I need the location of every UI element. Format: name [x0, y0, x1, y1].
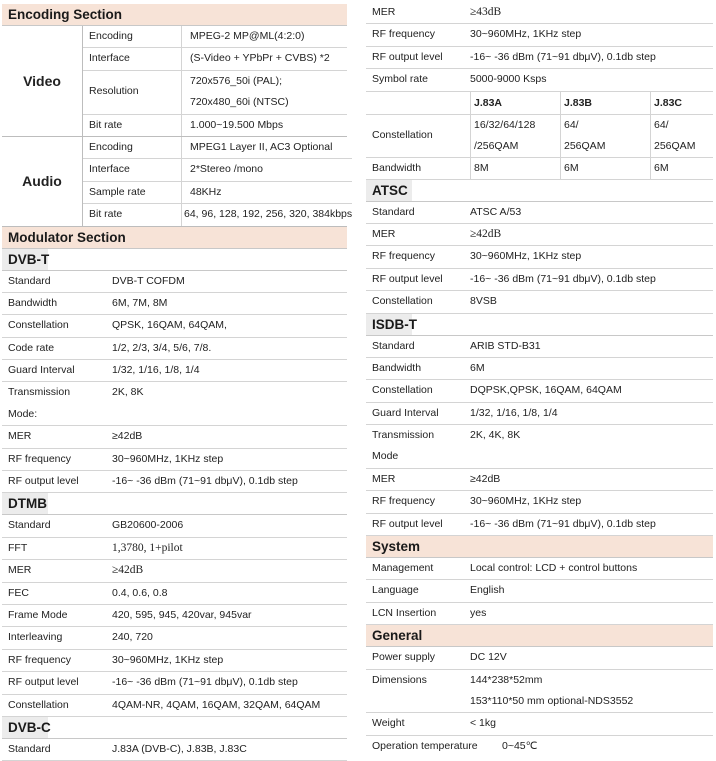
- spec-key: RF output level: [8, 676, 79, 689]
- spec-value: -16~ -36 dBm (71~91 dbμV), 0.1db step: [470, 50, 656, 63]
- spec-row: [366, 2, 713, 24]
- spec-row: [366, 425, 713, 469]
- spec-value: 5000-9000 Ksps: [470, 73, 547, 86]
- spec-value: ARIB STD-B31: [470, 339, 541, 352]
- spec-value: 2K, 4K, 8K: [470, 429, 521, 442]
- spec-key: RF frequency: [8, 452, 72, 465]
- spec-value: 1/32, 1/16, 1/8, 1/4: [112, 364, 200, 377]
- spec-value: 2*Stereo /mono: [190, 163, 263, 176]
- j83c-value: [651, 115, 716, 157]
- spec-key: Frame Mode: [8, 609, 68, 622]
- general-section-title: General: [366, 625, 713, 647]
- spec-key-line: Mode:: [8, 407, 38, 420]
- spec-key: Bandwidth: [8, 296, 58, 309]
- spec-key: Symbol rate: [372, 73, 429, 86]
- spec-key: RF output level: [8, 475, 79, 488]
- video-group: [2, 26, 347, 137]
- spec-key: Bandwidth: [366, 158, 471, 179]
- atsc-title: ATSC: [366, 180, 713, 202]
- spec-row: [366, 580, 713, 602]
- system-section-title: System: [366, 536, 713, 558]
- spec-key: RF output level: [372, 50, 443, 63]
- spec-key: Standard: [8, 519, 51, 532]
- spec-value: 30~960MHz, 1KHz step: [470, 28, 582, 41]
- spec-key: Bit rate: [83, 115, 182, 136]
- spec-value: 30~960MHz, 1KHz step: [112, 653, 224, 666]
- spec-row: [366, 380, 713, 402]
- spec-value: 1.000~19.500 Mbps: [190, 118, 284, 131]
- spec-value: 30~960MHz, 1KHz step: [470, 250, 582, 263]
- spec-value: 0.4, 0.6, 0.8: [112, 586, 168, 599]
- spec-key: RF frequency: [8, 653, 72, 666]
- spec-value: -16~ -36 dBm (71~91 dbμV), 0.1db step: [470, 272, 656, 285]
- video-interface-row: [83, 48, 347, 70]
- j83b-value: [561, 115, 651, 157]
- spec-key: Operation temperature: [372, 739, 478, 752]
- j83c-value: 6M: [654, 161, 669, 174]
- spec-key: Code rate: [8, 341, 55, 354]
- audio-group: [2, 137, 353, 227]
- spec-key: Guard Interval: [372, 406, 439, 419]
- spec-row: [2, 426, 347, 448]
- spec-value: Local control: LCD + control buttons: [470, 562, 638, 575]
- spec-value: (S-Video + YPbPr + CVBS) *2: [190, 52, 330, 65]
- spec-key: Standard: [372, 205, 415, 218]
- spec-row: [2, 583, 347, 605]
- spec-value: 1,3780, 1+pilot: [112, 541, 183, 554]
- spec-value-line: 256QAM: [654, 139, 696, 152]
- spec-key: Interleaving: [8, 631, 63, 644]
- spec-key: Constellation: [8, 319, 69, 332]
- dvbc-title: DVB-C: [2, 717, 347, 739]
- spec-row: [2, 515, 347, 537]
- spec-key: Bit rate: [83, 204, 182, 225]
- spec-row: [2, 382, 347, 426]
- spec-value: DVB-T COFDM: [112, 274, 185, 287]
- spec-value-line: 64/: [654, 118, 669, 131]
- spec-key: Language: [372, 584, 419, 597]
- spec-row: [366, 47, 713, 69]
- spec-value-line: /256QAM: [474, 139, 519, 152]
- video-label: Video: [2, 26, 83, 136]
- spec-key: Sample rate: [83, 182, 182, 203]
- dtmb-title: DTMB: [2, 493, 347, 515]
- spec-row: [366, 358, 713, 380]
- spec-value: 4QAM-NR, 4QAM, 16QAM, 32QAM, 64QAM: [112, 698, 321, 711]
- spec-value-line: 256QAM: [564, 139, 606, 152]
- spec-row: [2, 293, 347, 315]
- audio-samplerate-row: [83, 182, 352, 204]
- right-column: [366, 2, 713, 757]
- spec-key: LCN Insertion: [372, 606, 437, 619]
- spec-key: Constellation: [366, 115, 471, 157]
- spec-row: [366, 491, 713, 513]
- spec-key: Bandwidth: [372, 361, 422, 374]
- j83c-header: J.83C: [654, 96, 683, 109]
- spec-row: [2, 627, 347, 649]
- spec-key: Interface: [83, 48, 182, 69]
- spec-row: [2, 360, 347, 382]
- spec-value: 8VSB: [470, 295, 497, 308]
- spec-row: [366, 202, 713, 224]
- spec-row: [366, 269, 713, 291]
- spec-value: 30~960MHz, 1KHz step: [470, 495, 582, 508]
- spec-key: MER: [8, 430, 32, 443]
- spec-value: ≥42dB: [112, 430, 143, 443]
- spec-value: 48KHz: [190, 185, 222, 198]
- spec-value: 30~960MHz, 1KHz step: [112, 452, 224, 465]
- spec-row: [366, 336, 713, 358]
- spec-row: [366, 403, 713, 425]
- j83-bandwidth-row: [366, 158, 713, 179]
- spec-row: [366, 246, 713, 268]
- spec-value: -16~ -36 dBm (71~91 dbμV), 0.1db step: [470, 517, 656, 530]
- spec-row: [2, 672, 347, 694]
- spec-key: MER: [8, 564, 32, 577]
- encoding-section-title: Encoding Section: [2, 4, 347, 26]
- j83b-header: J.83B: [561, 92, 651, 114]
- spec-value-line: 144*238*52mm: [470, 673, 543, 686]
- spec-row: [366, 224, 713, 246]
- spec-value: 2K, 8K: [112, 386, 144, 399]
- spec-value: 64, 96, 128, 192, 256, 320, 384kbps: [184, 208, 353, 221]
- spec-value: 0~45℃: [502, 739, 538, 752]
- spec-key: Standard: [8, 274, 51, 287]
- spec-key: MER: [372, 472, 396, 485]
- spec-key: Dimensions: [372, 673, 427, 686]
- spec-key: Power supply: [372, 651, 436, 664]
- spec-row: [366, 713, 713, 735]
- video-encoding-row: [83, 26, 347, 48]
- modulator-section-title: Modulator Section: [2, 227, 347, 249]
- spec-value: QPSK, 16QAM, 64QAM,: [112, 319, 227, 332]
- j83-table-header: [366, 92, 713, 115]
- spec-value-line: 16/32/64/128: [474, 118, 536, 131]
- spec-row: [2, 471, 347, 493]
- j83a-value: [471, 115, 561, 157]
- spec-key: Constellation: [8, 698, 69, 711]
- spec-value: 6M: [470, 361, 485, 374]
- spec-value: MPEG1 Layer II, AC3 Optional: [190, 140, 333, 153]
- spec-value: 1/2, 2/3, 3/4, 5/6, 7/8.: [112, 341, 212, 354]
- spec-key: [366, 425, 470, 468]
- spec-row: [366, 514, 713, 536]
- spec-key: RF output level: [372, 517, 443, 530]
- j83a-header: J.83A: [471, 92, 561, 114]
- spec-row: [366, 647, 713, 669]
- spec-value: [470, 670, 713, 713]
- spec-value: 420, 595, 945, 420var, 945var: [112, 609, 252, 622]
- spec-row: [366, 603, 713, 625]
- j83a-value: 8M: [471, 158, 561, 179]
- j83-table: [366, 92, 713, 180]
- spec-row: [2, 605, 347, 627]
- spec-value: 6M, 7M, 8M: [112, 296, 168, 309]
- spec-value: -16~ -36 dBm (71~91 dbμV), 0.1db step: [112, 475, 298, 488]
- spec-key: Encoding: [83, 26, 182, 47]
- spec-value: ≥43dB: [470, 6, 502, 18]
- isdbt-title: ISDB-T: [366, 314, 713, 336]
- spec-row: [2, 315, 347, 337]
- spec-row: [366, 670, 713, 714]
- spec-key: Constellation: [372, 295, 433, 308]
- spec-key: Resolution: [83, 71, 182, 114]
- spec-value-line: 720x576_50i (PAL);: [190, 74, 283, 87]
- j83b-value: 6M: [561, 158, 651, 179]
- spec-row: [366, 291, 713, 313]
- spec-key: MER: [372, 227, 396, 240]
- spec-value: J.83A (DVB-C), J.83B, J.83C: [112, 742, 247, 755]
- spec-key: Encoding: [83, 137, 182, 158]
- audio-encoding-row: [83, 137, 352, 159]
- spec-row: [2, 338, 347, 360]
- spec-key: Constellation: [372, 384, 433, 397]
- spec-value-line: 720x480_60i (NTSC): [190, 96, 289, 109]
- spec-key: FFT: [8, 541, 28, 554]
- spec-row: [366, 736, 713, 757]
- dvbt-title: DVB-T: [2, 249, 347, 271]
- spec-value: yes: [470, 606, 487, 619]
- spec-value: 1/32, 1/16, 1/8, 1/4: [470, 406, 558, 419]
- spec-key: Management: [372, 562, 434, 575]
- spec-value: English: [470, 584, 505, 597]
- spec-row: [2, 538, 347, 560]
- spec-row: [2, 271, 347, 293]
- spec-row: [2, 449, 347, 471]
- video-bitrate-row: [83, 115, 347, 136]
- audio-interface-row: [83, 159, 352, 181]
- video-resolution-row: [83, 71, 347, 115]
- spec-value: -16~ -36 dBm (71~91 dbμV), 0.1db step: [112, 676, 298, 689]
- spec-key-line: Transmission: [372, 429, 435, 442]
- spec-key: RF frequency: [372, 28, 436, 41]
- spec-key: RF output level: [372, 272, 443, 285]
- spec-value-line: 153*110*50 mm optional-NDS3552: [470, 695, 634, 708]
- spec-value: GB20600-2006: [112, 519, 184, 532]
- spec-value: DQPSK,QPSK, 16QAM, 64QAM: [470, 384, 622, 397]
- spec-key: FEC: [8, 586, 29, 599]
- spec-key: RF frequency: [372, 495, 436, 508]
- j83-constellation-row: [366, 115, 713, 158]
- spec-row: [2, 695, 347, 717]
- spec-value: < 1kg: [470, 717, 496, 730]
- spec-value: ≥42dB: [470, 472, 501, 485]
- left-column: [2, 4, 353, 761]
- spec-key: [2, 382, 112, 425]
- spec-key-line: Transmission: [8, 386, 71, 399]
- spec-key: Interface: [83, 159, 182, 180]
- spec-row: [366, 558, 713, 580]
- spec-key: Standard: [8, 742, 51, 755]
- audio-label: Audio: [2, 137, 83, 226]
- spec-key: Standard: [372, 339, 415, 352]
- spec-value: ≥42dB: [112, 564, 144, 577]
- spec-value: ATSC A/53: [470, 205, 522, 218]
- spec-key: RF frequency: [372, 250, 436, 263]
- spec-row: [366, 69, 713, 91]
- spec-value: ≥42dB: [470, 227, 502, 240]
- spec-value-line: 64/: [564, 118, 579, 131]
- spec-value: [182, 71, 347, 114]
- spec-value: MPEG-2 MP@ML(4:2:0): [190, 30, 305, 42]
- spec-key: MER: [372, 6, 396, 18]
- spec-key: Weight: [372, 717, 405, 730]
- audio-bitrate-row: [83, 204, 352, 225]
- spec-row: [366, 24, 713, 46]
- spec-value: DC 12V: [470, 651, 507, 664]
- spec-key-line: Mode: [372, 450, 399, 463]
- spec-row: [2, 560, 347, 582]
- spec-row: [2, 650, 347, 672]
- spec-key: Guard Interval: [8, 364, 75, 377]
- spec-row: [366, 469, 713, 491]
- spec-row: [2, 739, 347, 761]
- spec-value: 240, 720: [112, 631, 153, 644]
